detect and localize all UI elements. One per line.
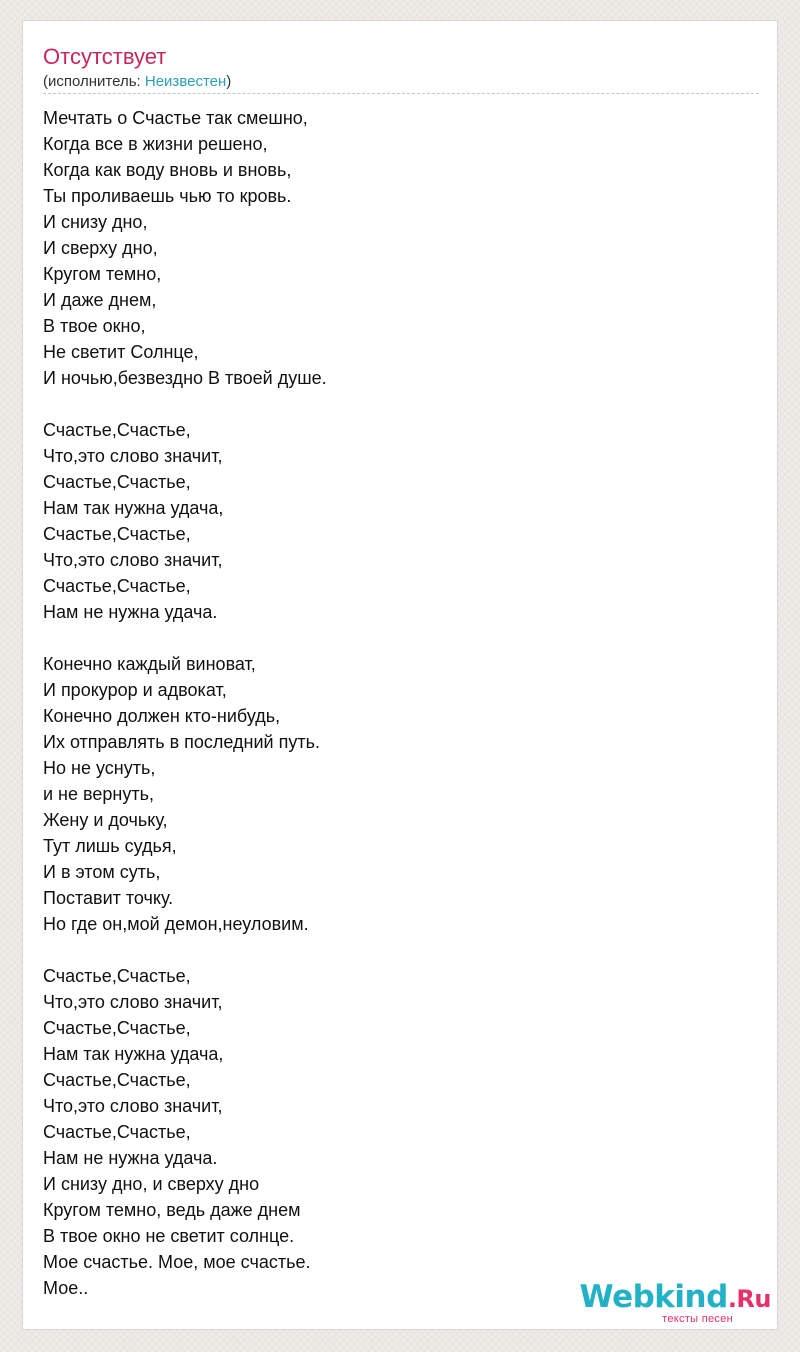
- lyric-line: Их отправлять в последний путь.: [43, 732, 320, 752]
- lyrics-card: [22, 20, 778, 1330]
- lyric-line: И прокурор и адвокат,: [43, 680, 227, 700]
- lyric-line: Когда как воду вновь и вновь,: [43, 160, 292, 180]
- site-logo[interactable]: [571, 1279, 771, 1327]
- lyric-line: И ночью,безвездно В твоей душе.: [43, 368, 327, 388]
- lyric-line: Конечно каждый виноват,: [43, 654, 256, 674]
- lyric-line: и не вернуть,: [43, 784, 154, 804]
- lyric-line: Мое..: [43, 1278, 89, 1298]
- lyric-line: Что,это слово значит,: [43, 550, 223, 570]
- lyric-line: Жену и дочьку,: [43, 810, 168, 830]
- lyric-line: Нам не нужна удача.: [43, 1148, 218, 1168]
- lyric-line: И даже днем,: [43, 290, 157, 310]
- stanza-break: [43, 625, 743, 651]
- lyric-line: Мечтать о Счастье так смешно,: [43, 108, 308, 128]
- lyric-line: Что,это слово значит,: [43, 1096, 223, 1116]
- lyric-line: Но где он,мой демон,неуловим.: [43, 914, 309, 934]
- lyric-line: Ты проливаешь чью то кровь.: [43, 186, 292, 206]
- lyric-line: Кругом темно,: [43, 264, 162, 284]
- lyric-line: Кругом темно, ведь даже днем: [43, 1200, 301, 1220]
- lyric-line: Поставит точку.: [43, 888, 174, 908]
- artist-line: [43, 73, 231, 91]
- stanza-break: [43, 391, 743, 417]
- lyric-line: Нам не нужна удача.: [43, 602, 218, 622]
- lyric-line: Тут лишь судья,: [43, 836, 177, 856]
- logo-domain-text: .Ru: [727, 1285, 771, 1313]
- lyric-line: И в этом суть,: [43, 862, 161, 882]
- song-title: Отсутствует: [43, 44, 167, 69]
- artist-prefix: (исполнитель:: [43, 73, 145, 90]
- lyric-line: Счастье,Счастье,: [43, 576, 191, 596]
- lyric-line: Счастье,Счастье,: [43, 1070, 191, 1090]
- lyric-line: Когда все в жизни решено,: [43, 134, 268, 154]
- lyric-line: В твое окно не светит солнце.: [43, 1226, 295, 1246]
- lyric-line: Счастье,Счастье,: [43, 1018, 191, 1038]
- lyrics-text: [43, 105, 743, 1301]
- title-divider: [43, 93, 759, 94]
- lyric-line: Нам так нужна удача,: [43, 498, 224, 518]
- lyric-line: Счастье,Счастье,: [43, 524, 191, 544]
- lyric-line: Мое счастье. Мое, мое счастье.: [43, 1252, 311, 1272]
- stanza-break: [43, 937, 743, 963]
- logo-main-text: Webkind: [579, 1279, 728, 1315]
- lyric-line: В твое окно,: [43, 316, 146, 336]
- artist-link[interactable]: Неизвестен: [144, 73, 227, 90]
- lyric-line: И снизу дно, и сверху дно: [43, 1174, 260, 1194]
- lyric-line: Нам так нужна удача,: [43, 1044, 224, 1064]
- lyric-line: Не светит Солнце,: [43, 342, 199, 362]
- lyric-line: Что,это слово значит,: [43, 446, 223, 466]
- lyric-line: И сверху дно,: [43, 238, 158, 258]
- logo-tagline: тексты песен: [662, 1313, 733, 1325]
- lyric-line: Счастье,Счастье,: [43, 1122, 191, 1142]
- lyric-line: Счастье,Счастье,: [43, 472, 191, 492]
- lyric-line: Конечно должен кто-нибудь,: [43, 706, 281, 726]
- lyric-line: Что,это слово значит,: [43, 992, 223, 1012]
- logo-wordmark: [580, 1279, 772, 1317]
- artist-suffix: ): [226, 73, 232, 90]
- lyric-line: И снизу дно,: [43, 212, 148, 232]
- lyric-line: Но не уснуть,: [43, 758, 156, 778]
- lyric-line: Счастье,Счастье,: [43, 420, 191, 440]
- lyric-line: Счастье,Счастье,: [43, 966, 191, 986]
